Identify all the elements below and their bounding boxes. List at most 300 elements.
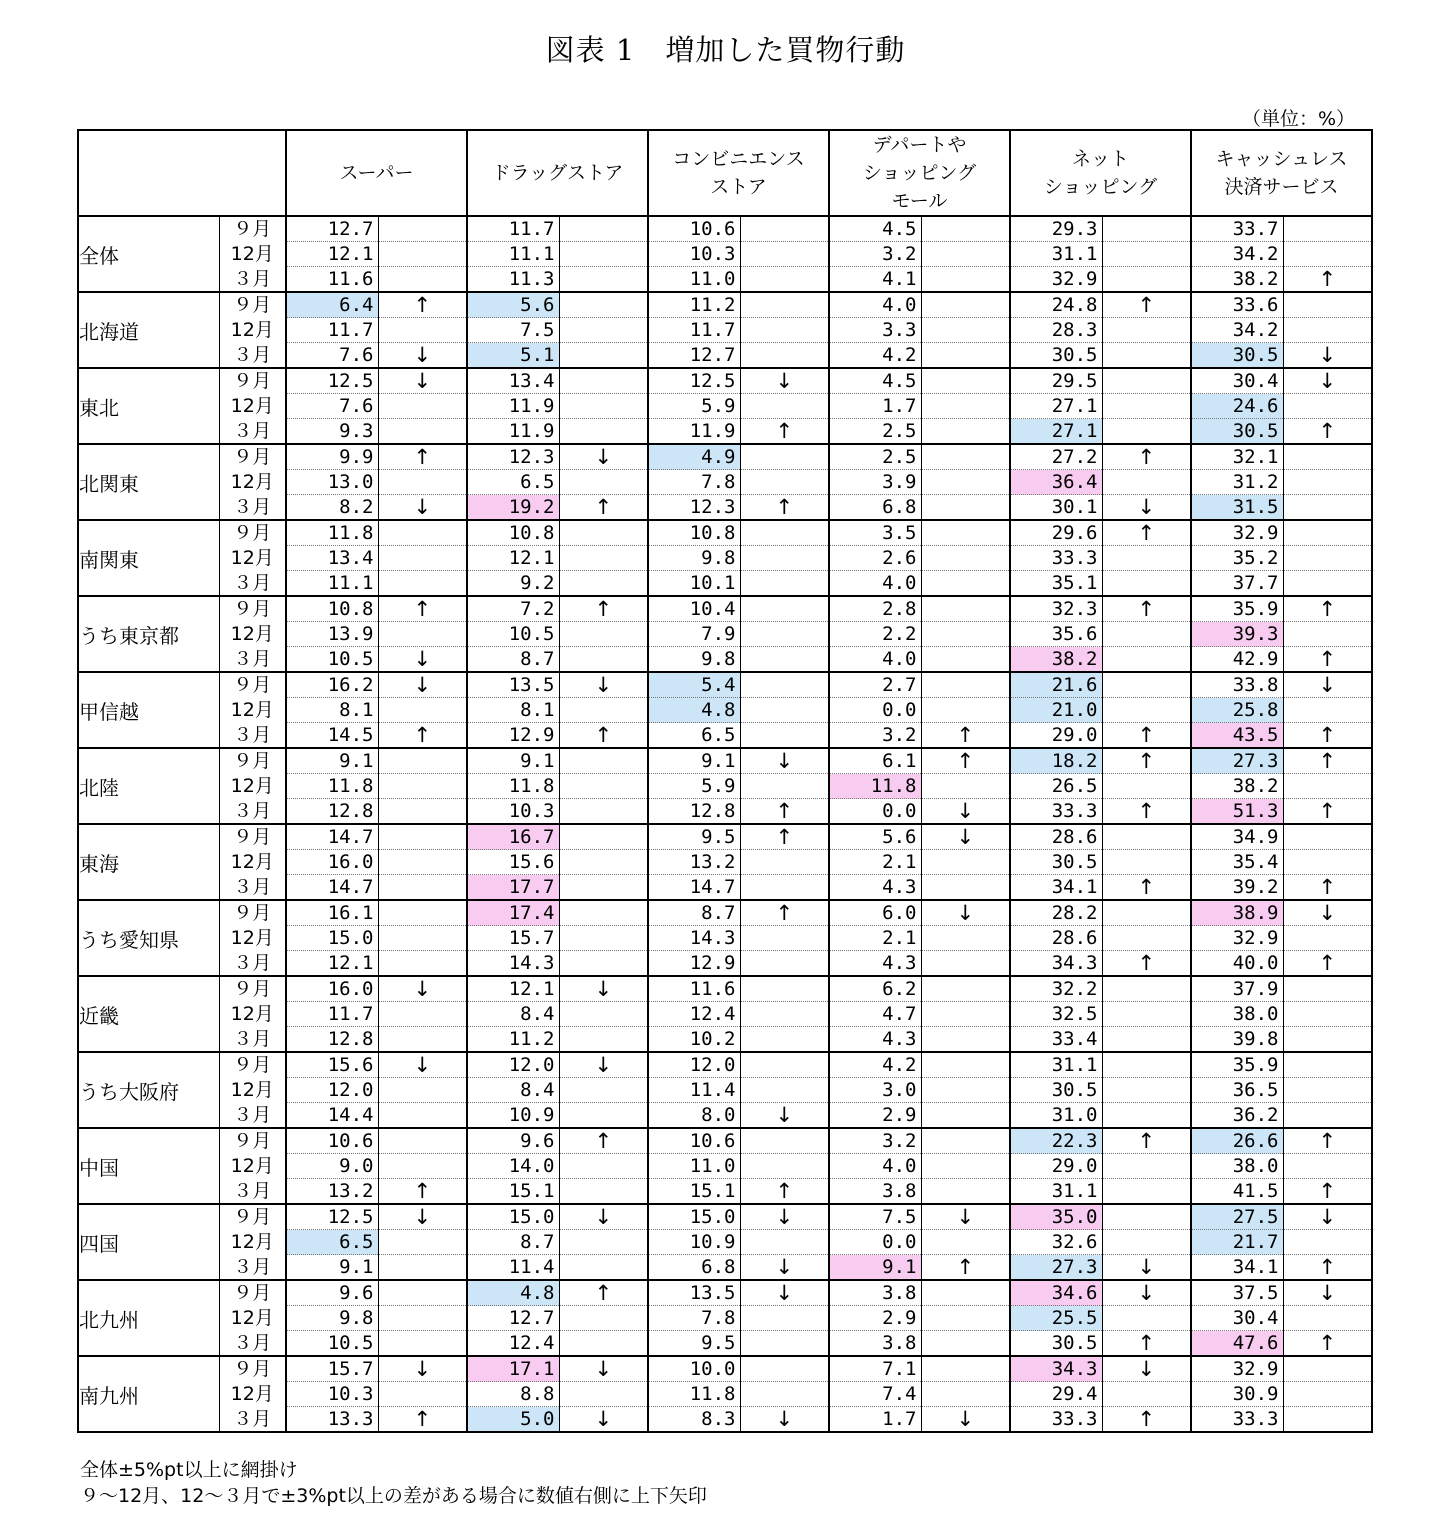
- arrow-cell: [559, 1306, 648, 1331]
- value-cell: 12.4: [648, 1002, 740, 1027]
- arrow-cell: [740, 1002, 829, 1027]
- month-label: ３月: [219, 1103, 286, 1129]
- value-cell: 12.3: [467, 444, 559, 470]
- value-cell: 25.8: [1191, 698, 1283, 723]
- arrow-cell: [921, 394, 1010, 419]
- arrow-cell: [1283, 1230, 1372, 1255]
- arrow-cell: [921, 419, 1010, 445]
- value-cell: 10.3: [286, 1382, 378, 1407]
- arrow-cell: [740, 926, 829, 951]
- value-cell: 11.1: [286, 571, 378, 597]
- header-drugstore: [467, 130, 648, 216]
- value-cell: 41.5: [1191, 1179, 1283, 1205]
- up-arrow-icon: ↑: [378, 596, 467, 622]
- month-label: ９月: [219, 824, 286, 850]
- value-cell: 14.0: [467, 1154, 559, 1179]
- region-label: うち大阪府: [78, 1052, 219, 1128]
- month-label: 12月: [219, 926, 286, 951]
- value-cell: 15.1: [648, 1179, 740, 1205]
- value-cell: 10.9: [467, 1103, 559, 1129]
- arrow-cell: [378, 520, 467, 546]
- arrow-cell: [559, 1255, 648, 1281]
- value-cell: 4.1: [829, 267, 921, 293]
- month-label: ９月: [219, 520, 286, 546]
- value-cell: 13.2: [286, 1179, 378, 1205]
- arrow-cell: [559, 1078, 648, 1103]
- month-label: ９月: [219, 444, 286, 470]
- value-cell: 34.6: [1010, 1280, 1102, 1306]
- arrow-cell: [921, 470, 1010, 495]
- region-label: うち東京都: [78, 596, 219, 672]
- arrow-cell: [559, 900, 648, 926]
- value-cell: 8.3: [648, 1407, 740, 1433]
- value-cell: 10.4: [648, 596, 740, 622]
- value-cell: 13.9: [286, 622, 378, 647]
- footnotes: [80, 1457, 707, 1509]
- value-cell: 11.1: [467, 242, 559, 267]
- arrow-cell: [378, 470, 467, 495]
- table-row: [78, 774, 1372, 799]
- arrow-cell: [559, 774, 648, 799]
- down-arrow-icon: ↓: [740, 1204, 829, 1230]
- value-cell: 30.4: [1191, 368, 1283, 394]
- value-cell: 5.9: [648, 774, 740, 799]
- value-cell: 12.0: [286, 1078, 378, 1103]
- up-arrow-icon: ↑: [378, 723, 467, 749]
- region-label: 北関東: [78, 444, 219, 520]
- arrow-cell: [1283, 1103, 1372, 1129]
- value-cell: 15.6: [286, 1052, 378, 1078]
- up-arrow-icon: ↑: [740, 824, 829, 850]
- value-cell: 2.1: [829, 850, 921, 875]
- arrow-cell: [1283, 1407, 1372, 1433]
- value-cell: 7.5: [829, 1204, 921, 1230]
- value-cell: 14.5: [286, 723, 378, 749]
- down-arrow-icon: ↓: [1283, 1204, 1372, 1230]
- up-arrow-icon: ↑: [1102, 1128, 1191, 1154]
- arrow-cell: [1102, 698, 1191, 723]
- value-cell: 38.0: [1191, 1002, 1283, 1027]
- value-cell: 4.5: [829, 216, 921, 242]
- down-arrow-icon: ↓: [1102, 1280, 1191, 1306]
- region-label: 甲信越: [78, 672, 219, 748]
- month-label: 12月: [219, 850, 286, 875]
- arrow-cell: [921, 1027, 1010, 1053]
- value-cell: 2.8: [829, 596, 921, 622]
- month-label: 12月: [219, 622, 286, 647]
- arrow-cell: [1102, 622, 1191, 647]
- value-cell: 14.7: [286, 875, 378, 901]
- month-label: ３月: [219, 1331, 286, 1357]
- up-arrow-icon: ↑: [921, 1255, 1010, 1281]
- table-row: [78, 596, 1372, 622]
- value-cell: 4.0: [829, 1154, 921, 1179]
- arrow-cell: [378, 698, 467, 723]
- value-cell: 10.6: [648, 216, 740, 242]
- up-arrow-icon: ↑: [559, 596, 648, 622]
- value-cell: 11.2: [467, 1027, 559, 1053]
- month-label: ３月: [219, 495, 286, 521]
- arrow-cell: [559, 267, 648, 293]
- arrow-cell: [1102, 1230, 1191, 1255]
- value-cell: 36.4: [1010, 470, 1102, 495]
- down-arrow-icon: ↓: [740, 1407, 829, 1433]
- value-cell: 34.3: [1010, 1356, 1102, 1382]
- value-cell: 37.9: [1191, 976, 1283, 1002]
- value-cell: 8.7: [467, 1230, 559, 1255]
- table-row: [78, 875, 1372, 901]
- month-label: ３月: [219, 1179, 286, 1205]
- value-cell: 11.8: [829, 774, 921, 799]
- table-row: [78, 850, 1372, 875]
- up-arrow-icon: ↑: [559, 1280, 648, 1306]
- table-row: [78, 1052, 1372, 1078]
- arrow-cell: [1102, 647, 1191, 673]
- up-arrow-icon: ↑: [1283, 419, 1372, 445]
- value-cell: 32.9: [1191, 520, 1283, 546]
- table-row: [78, 622, 1372, 647]
- down-arrow-icon: ↓: [559, 672, 648, 698]
- value-cell: 7.1: [829, 1356, 921, 1382]
- value-cell: 12.4: [467, 1331, 559, 1357]
- table-row: [78, 1027, 1372, 1053]
- month-label: ３月: [219, 723, 286, 749]
- month-label: ９月: [219, 1356, 286, 1382]
- header-corner: [78, 130, 286, 216]
- arrow-cell: [559, 292, 648, 318]
- value-cell: 3.3: [829, 318, 921, 343]
- value-cell: 16.7: [467, 824, 559, 850]
- up-arrow-icon: ↑: [740, 419, 829, 445]
- down-arrow-icon: ↓: [378, 647, 467, 673]
- table-row: [78, 1230, 1372, 1255]
- value-cell: 8.4: [467, 1078, 559, 1103]
- value-cell: 42.9: [1191, 647, 1283, 673]
- arrow-cell: [921, 216, 1010, 242]
- arrow-cell: [1283, 976, 1372, 1002]
- value-cell: 14.7: [648, 875, 740, 901]
- value-cell: 5.6: [467, 292, 559, 318]
- value-cell: 7.4: [829, 1382, 921, 1407]
- value-cell: 5.4: [648, 672, 740, 698]
- arrow-cell: [378, 1280, 467, 1306]
- value-cell: 8.1: [467, 698, 559, 723]
- value-cell: 0.0: [829, 1230, 921, 1255]
- table-row: [78, 368, 1372, 394]
- arrow-cell: [921, 520, 1010, 546]
- value-cell: 40.0: [1191, 951, 1283, 977]
- shopping-behavior-table: [77, 129, 1373, 1433]
- table-row: [78, 1002, 1372, 1027]
- arrow-cell: [740, 1154, 829, 1179]
- down-arrow-icon: ↓: [378, 1204, 467, 1230]
- down-arrow-icon: ↓: [559, 976, 648, 1002]
- value-cell: 19.2: [467, 495, 559, 521]
- down-arrow-icon: ↓: [740, 1280, 829, 1306]
- region-label: うち愛知県: [78, 900, 219, 976]
- value-cell: 7.2: [467, 596, 559, 622]
- arrow-cell: [921, 267, 1010, 293]
- arrow-cell: [740, 343, 829, 369]
- value-cell: 10.8: [467, 520, 559, 546]
- arrow-cell: [740, 571, 829, 597]
- arrow-cell: [1102, 343, 1191, 369]
- table-row: [78, 698, 1372, 723]
- arrow-cell: [740, 242, 829, 267]
- value-cell: 27.3: [1010, 1255, 1102, 1281]
- value-cell: 9.3: [286, 419, 378, 445]
- value-cell: 33.3: [1010, 1407, 1102, 1433]
- value-cell: 27.1: [1010, 419, 1102, 445]
- up-arrow-icon: ↑: [1102, 444, 1191, 470]
- value-cell: 11.6: [648, 976, 740, 1002]
- value-cell: 11.9: [467, 419, 559, 445]
- arrow-cell: [1283, 698, 1372, 723]
- up-arrow-icon: ↑: [1102, 596, 1191, 622]
- value-cell: 4.3: [829, 1027, 921, 1053]
- month-label: ９月: [219, 292, 286, 318]
- region-label: 北九州: [78, 1280, 219, 1356]
- value-cell: 30.5: [1191, 343, 1283, 369]
- month-label: 12月: [219, 318, 286, 343]
- header-line: コンビニエンス: [672, 148, 805, 170]
- month-label: ９月: [219, 1280, 286, 1306]
- arrow-cell: [559, 622, 648, 647]
- region-label: 南関東: [78, 520, 219, 596]
- value-cell: 8.0: [648, 1103, 740, 1129]
- value-cell: 4.8: [467, 1280, 559, 1306]
- value-cell: 15.0: [467, 1204, 559, 1230]
- down-arrow-icon: ↓: [740, 368, 829, 394]
- value-cell: 2.2: [829, 622, 921, 647]
- value-cell: 35.2: [1191, 546, 1283, 571]
- value-cell: 38.2: [1191, 774, 1283, 799]
- arrow-cell: [378, 850, 467, 875]
- up-arrow-icon: ↑: [1102, 748, 1191, 774]
- value-cell: 34.3: [1010, 951, 1102, 977]
- value-cell: 26.6: [1191, 1128, 1283, 1154]
- arrow-cell: [378, 242, 467, 267]
- down-arrow-icon: ↓: [378, 368, 467, 394]
- arrow-cell: [1283, 1052, 1372, 1078]
- arrow-cell: [559, 1331, 648, 1357]
- value-cell: 27.1: [1010, 394, 1102, 419]
- down-arrow-icon: ↓: [559, 444, 648, 470]
- arrow-cell: [921, 976, 1010, 1002]
- value-cell: 9.0: [286, 1154, 378, 1179]
- up-arrow-icon: ↑: [559, 723, 648, 749]
- arrow-cell: [740, 520, 829, 546]
- up-arrow-icon: ↑: [378, 1179, 467, 1205]
- value-cell: 6.0: [829, 900, 921, 926]
- arrow-cell: [921, 368, 1010, 394]
- value-cell: 10.5: [286, 647, 378, 673]
- month-label: 12月: [219, 774, 286, 799]
- down-arrow-icon: ↓: [378, 1052, 467, 1078]
- arrow-cell: [1102, 571, 1191, 597]
- arrow-cell: [559, 1382, 648, 1407]
- arrow-cell: [1102, 824, 1191, 850]
- value-cell: 3.0: [829, 1078, 921, 1103]
- up-arrow-icon: ↑: [1283, 1331, 1372, 1357]
- value-cell: 4.0: [829, 647, 921, 673]
- month-label: ３月: [219, 419, 286, 445]
- down-arrow-icon: ↓: [1283, 900, 1372, 926]
- arrow-cell: [559, 571, 648, 597]
- value-cell: 5.1: [467, 343, 559, 369]
- table-row: [78, 470, 1372, 495]
- arrow-cell: [1283, 318, 1372, 343]
- value-cell: 38.9: [1191, 900, 1283, 926]
- arrow-cell: [559, 1002, 648, 1027]
- up-arrow-icon: ↑: [1102, 875, 1191, 901]
- value-cell: 3.2: [829, 723, 921, 749]
- value-cell: 4.0: [829, 292, 921, 318]
- value-cell: 11.8: [648, 1382, 740, 1407]
- arrow-cell: [921, 495, 1010, 521]
- arrow-cell: [1283, 216, 1372, 242]
- month-label: ９月: [219, 976, 286, 1002]
- value-cell: 10.3: [467, 799, 559, 825]
- value-cell: 3.2: [829, 242, 921, 267]
- value-cell: 9.1: [829, 1255, 921, 1281]
- month-label: ９月: [219, 216, 286, 242]
- value-cell: 31.0: [1010, 1103, 1102, 1129]
- value-cell: 51.3: [1191, 799, 1283, 825]
- arrow-cell: [1283, 850, 1372, 875]
- up-arrow-icon: ↑: [378, 444, 467, 470]
- arrow-cell: [378, 875, 467, 901]
- header-line: ドラッグストア: [491, 162, 624, 184]
- table-row: [78, 951, 1372, 977]
- value-cell: 31.5: [1191, 495, 1283, 521]
- value-cell: 12.9: [648, 951, 740, 977]
- value-cell: 32.9: [1010, 267, 1102, 293]
- value-cell: 18.2: [1010, 748, 1102, 774]
- month-label: 12月: [219, 242, 286, 267]
- value-cell: 4.2: [829, 343, 921, 369]
- value-cell: 32.2: [1010, 976, 1102, 1002]
- value-cell: 14.3: [648, 926, 740, 951]
- arrow-cell: [921, 1103, 1010, 1129]
- value-cell: 28.3: [1010, 318, 1102, 343]
- arrow-cell: [1283, 520, 1372, 546]
- arrow-cell: [740, 470, 829, 495]
- table-row: [78, 444, 1372, 470]
- month-label: ９月: [219, 596, 286, 622]
- table-row: [78, 672, 1372, 698]
- arrow-cell: [1283, 1356, 1372, 1382]
- value-cell: 34.1: [1191, 1255, 1283, 1281]
- table-body: [78, 216, 1372, 1432]
- value-cell: 3.2: [829, 1128, 921, 1154]
- value-cell: 11.9: [467, 394, 559, 419]
- value-cell: 28.6: [1010, 926, 1102, 951]
- month-label: ９月: [219, 900, 286, 926]
- arrow-cell: [1283, 926, 1372, 951]
- down-arrow-icon: ↓: [1102, 495, 1191, 521]
- value-cell: 30.5: [1010, 850, 1102, 875]
- table-row: [78, 343, 1372, 369]
- arrow-cell: [921, 1002, 1010, 1027]
- arrow-cell: [378, 622, 467, 647]
- value-cell: 12.7: [286, 216, 378, 242]
- up-arrow-icon: ↑: [378, 292, 467, 318]
- value-cell: 7.9: [648, 622, 740, 647]
- arrow-cell: [378, 1078, 467, 1103]
- value-cell: 17.7: [467, 875, 559, 901]
- arrow-cell: [740, 1230, 829, 1255]
- month-label: ３月: [219, 267, 286, 293]
- value-cell: 7.6: [286, 343, 378, 369]
- value-cell: 30.5: [1010, 1331, 1102, 1357]
- up-arrow-icon: ↑: [1283, 596, 1372, 622]
- value-cell: 2.9: [829, 1306, 921, 1331]
- table-row: [78, 799, 1372, 825]
- up-arrow-icon: ↑: [1283, 951, 1372, 977]
- table-row: [78, 1078, 1372, 1103]
- value-cell: 32.6: [1010, 1230, 1102, 1255]
- value-cell: 15.6: [467, 850, 559, 875]
- up-arrow-icon: ↑: [740, 1179, 829, 1205]
- value-cell: 9.8: [286, 1306, 378, 1331]
- value-cell: 0.0: [829, 799, 921, 825]
- down-arrow-icon: ↓: [921, 824, 1010, 850]
- value-cell: 12.0: [467, 1052, 559, 1078]
- region-label: 四国: [78, 1204, 219, 1280]
- arrow-cell: [559, 875, 648, 901]
- value-cell: 6.2: [829, 976, 921, 1002]
- arrow-cell: [921, 622, 1010, 647]
- value-cell: 9.1: [286, 1255, 378, 1281]
- value-cell: 32.3: [1010, 596, 1102, 622]
- up-arrow-icon: ↑: [378, 1407, 467, 1433]
- month-label: ３月: [219, 1255, 286, 1281]
- arrow-cell: [921, 318, 1010, 343]
- value-cell: 5.6: [829, 824, 921, 850]
- arrow-cell: [1102, 216, 1191, 242]
- table-row: [78, 1179, 1372, 1205]
- arrow-cell: [740, 672, 829, 698]
- value-cell: 2.6: [829, 546, 921, 571]
- arrow-cell: [740, 698, 829, 723]
- arrow-cell: [1102, 1052, 1191, 1078]
- month-label: 12月: [219, 1382, 286, 1407]
- up-arrow-icon: ↑: [1283, 1255, 1372, 1281]
- arrow-cell: [378, 1255, 467, 1281]
- value-cell: 24.8: [1010, 292, 1102, 318]
- value-cell: 34.9: [1191, 824, 1283, 850]
- value-cell: 12.1: [467, 976, 559, 1002]
- value-cell: 30.5: [1010, 343, 1102, 369]
- value-cell: 34.2: [1191, 318, 1283, 343]
- arrow-cell: [378, 1230, 467, 1255]
- month-label: 12月: [219, 1002, 286, 1027]
- footnote-arrows: ９～12月、12～３月で±3%pt以上の差がある場合に数値右側に上下矢印: [80, 1485, 707, 1507]
- value-cell: 8.1: [286, 698, 378, 723]
- arrow-cell: [740, 318, 829, 343]
- arrow-cell: [921, 292, 1010, 318]
- value-cell: 9.8: [648, 546, 740, 571]
- value-cell: 2.5: [829, 419, 921, 445]
- value-cell: 13.3: [286, 1407, 378, 1433]
- arrow-cell: [740, 976, 829, 1002]
- region-label: 北陸: [78, 748, 219, 824]
- arrow-cell: [1102, 368, 1191, 394]
- table-row: [78, 900, 1372, 926]
- arrow-cell: [1102, 394, 1191, 419]
- table-row: [78, 976, 1372, 1002]
